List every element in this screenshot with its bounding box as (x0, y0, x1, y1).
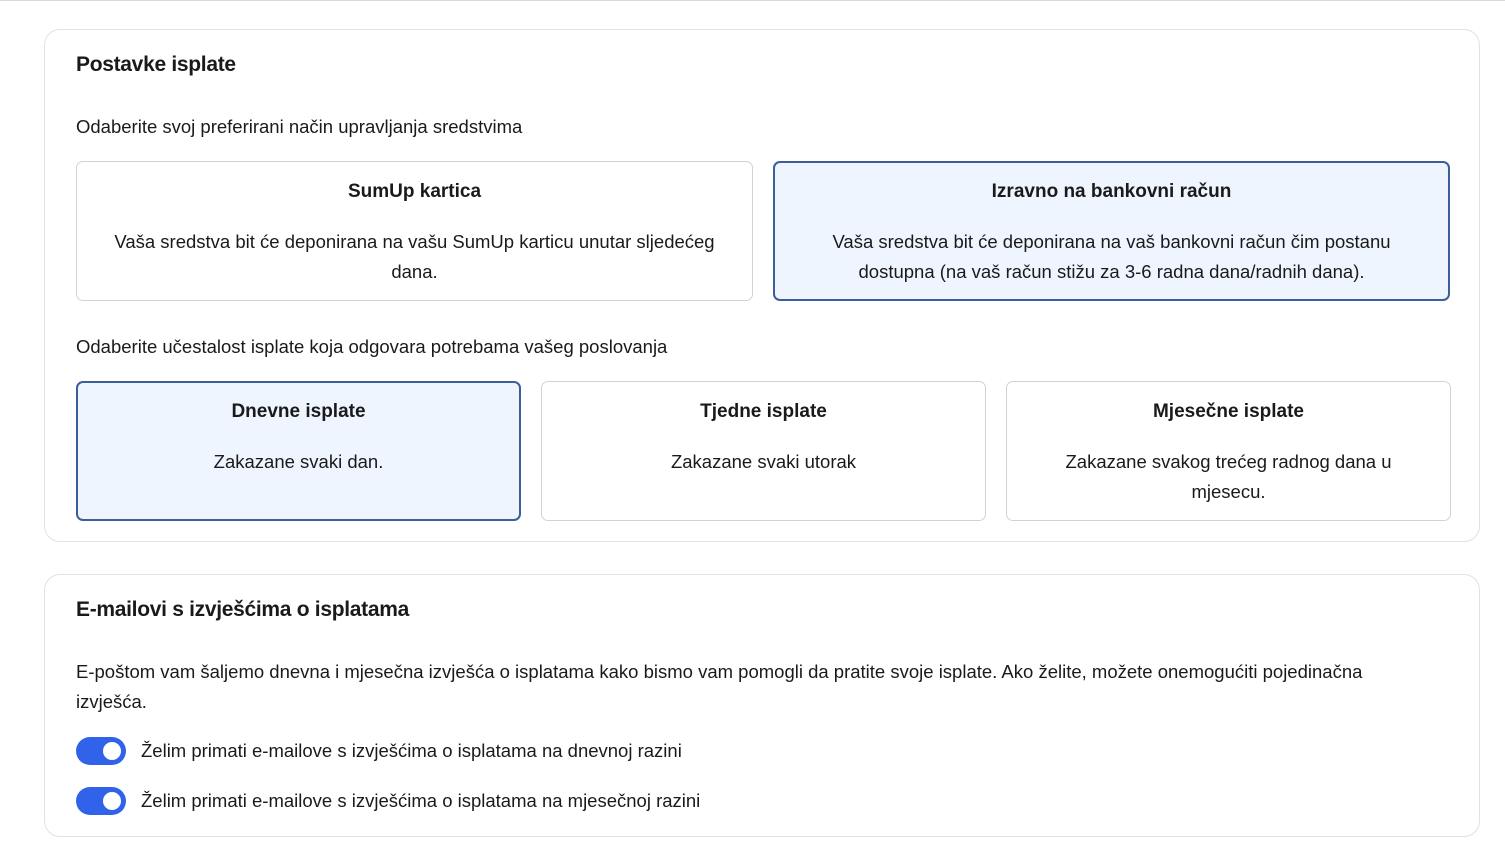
toggle-knob (103, 792, 121, 810)
payout-frequency-weekly[interactable] (541, 381, 986, 521)
payout-frequency-prompt: Odaberite učestalost isplate koja odgovara potrebama vašeg poslovanja (76, 336, 668, 357)
payout-settings-card (44, 29, 1480, 542)
payout-method-bank-account[interactable] (773, 161, 1450, 301)
option-title: SumUp kartica (347, 181, 482, 202)
top-divider (0, 0, 1505, 1)
option-title: Mjesečne isplate (1152, 401, 1305, 422)
option-title: Dnevne isplate (231, 401, 366, 422)
daily-report-toggle-label: Želim primati e-mailove s izvješćima o isplatama na dnevnoj razini (141, 740, 682, 761)
monthly-report-toggle-row (76, 786, 700, 816)
payout-method-prompt: Odaberite svoj preferirani način upravljanja sredstvima (76, 116, 523, 137)
report-emails-info: E-poštom vam šaljemo dnevna i mjesečna izvješća o isplatama kako bismo vam pomogli da pratite svoje isplate. Ako želite, možete onemogućiti pojedinačna izvješća. (76, 661, 1363, 712)
payout-method-sumup-card[interactable] (76, 161, 753, 301)
option-description: Vaša sredstva bit će deponirana na vaš bankovni račun čim postanu dostupna (na vaš račun stižu za 3-6 radna dana/radnih dana). (832, 231, 1391, 282)
toggle-knob (103, 742, 121, 760)
monthly-report-toggle[interactable] (76, 787, 126, 815)
payout-report-emails-card (44, 574, 1480, 837)
payout-frequency-daily[interactable] (76, 381, 521, 521)
option-description: Zakazane svakog trećeg radnog dana u mjesecu. (1065, 451, 1392, 502)
option-description: Zakazane svaki dan. (213, 451, 384, 472)
option-title: Tjedne isplate (700, 401, 827, 422)
daily-report-toggle-row (76, 736, 682, 766)
option-title: Izravno na bankovni račun (991, 181, 1232, 202)
payout-settings-title: Postavke isplate (76, 53, 236, 76)
option-description: Vaša sredstva bit će deponirana na vašu SumUp karticu unutar sljedećeg dana. (114, 231, 715, 282)
report-emails-title: E-mailovi s izvješćima o isplatama (76, 598, 409, 621)
payout-frequency-monthly[interactable] (1006, 381, 1451, 521)
option-description: Zakazane svaki utorak (670, 451, 857, 472)
monthly-report-toggle-label: Želim primati e-mailove s izvješćima o isplatama na mjesečnoj razini (141, 790, 701, 811)
daily-report-toggle[interactable] (76, 737, 126, 765)
